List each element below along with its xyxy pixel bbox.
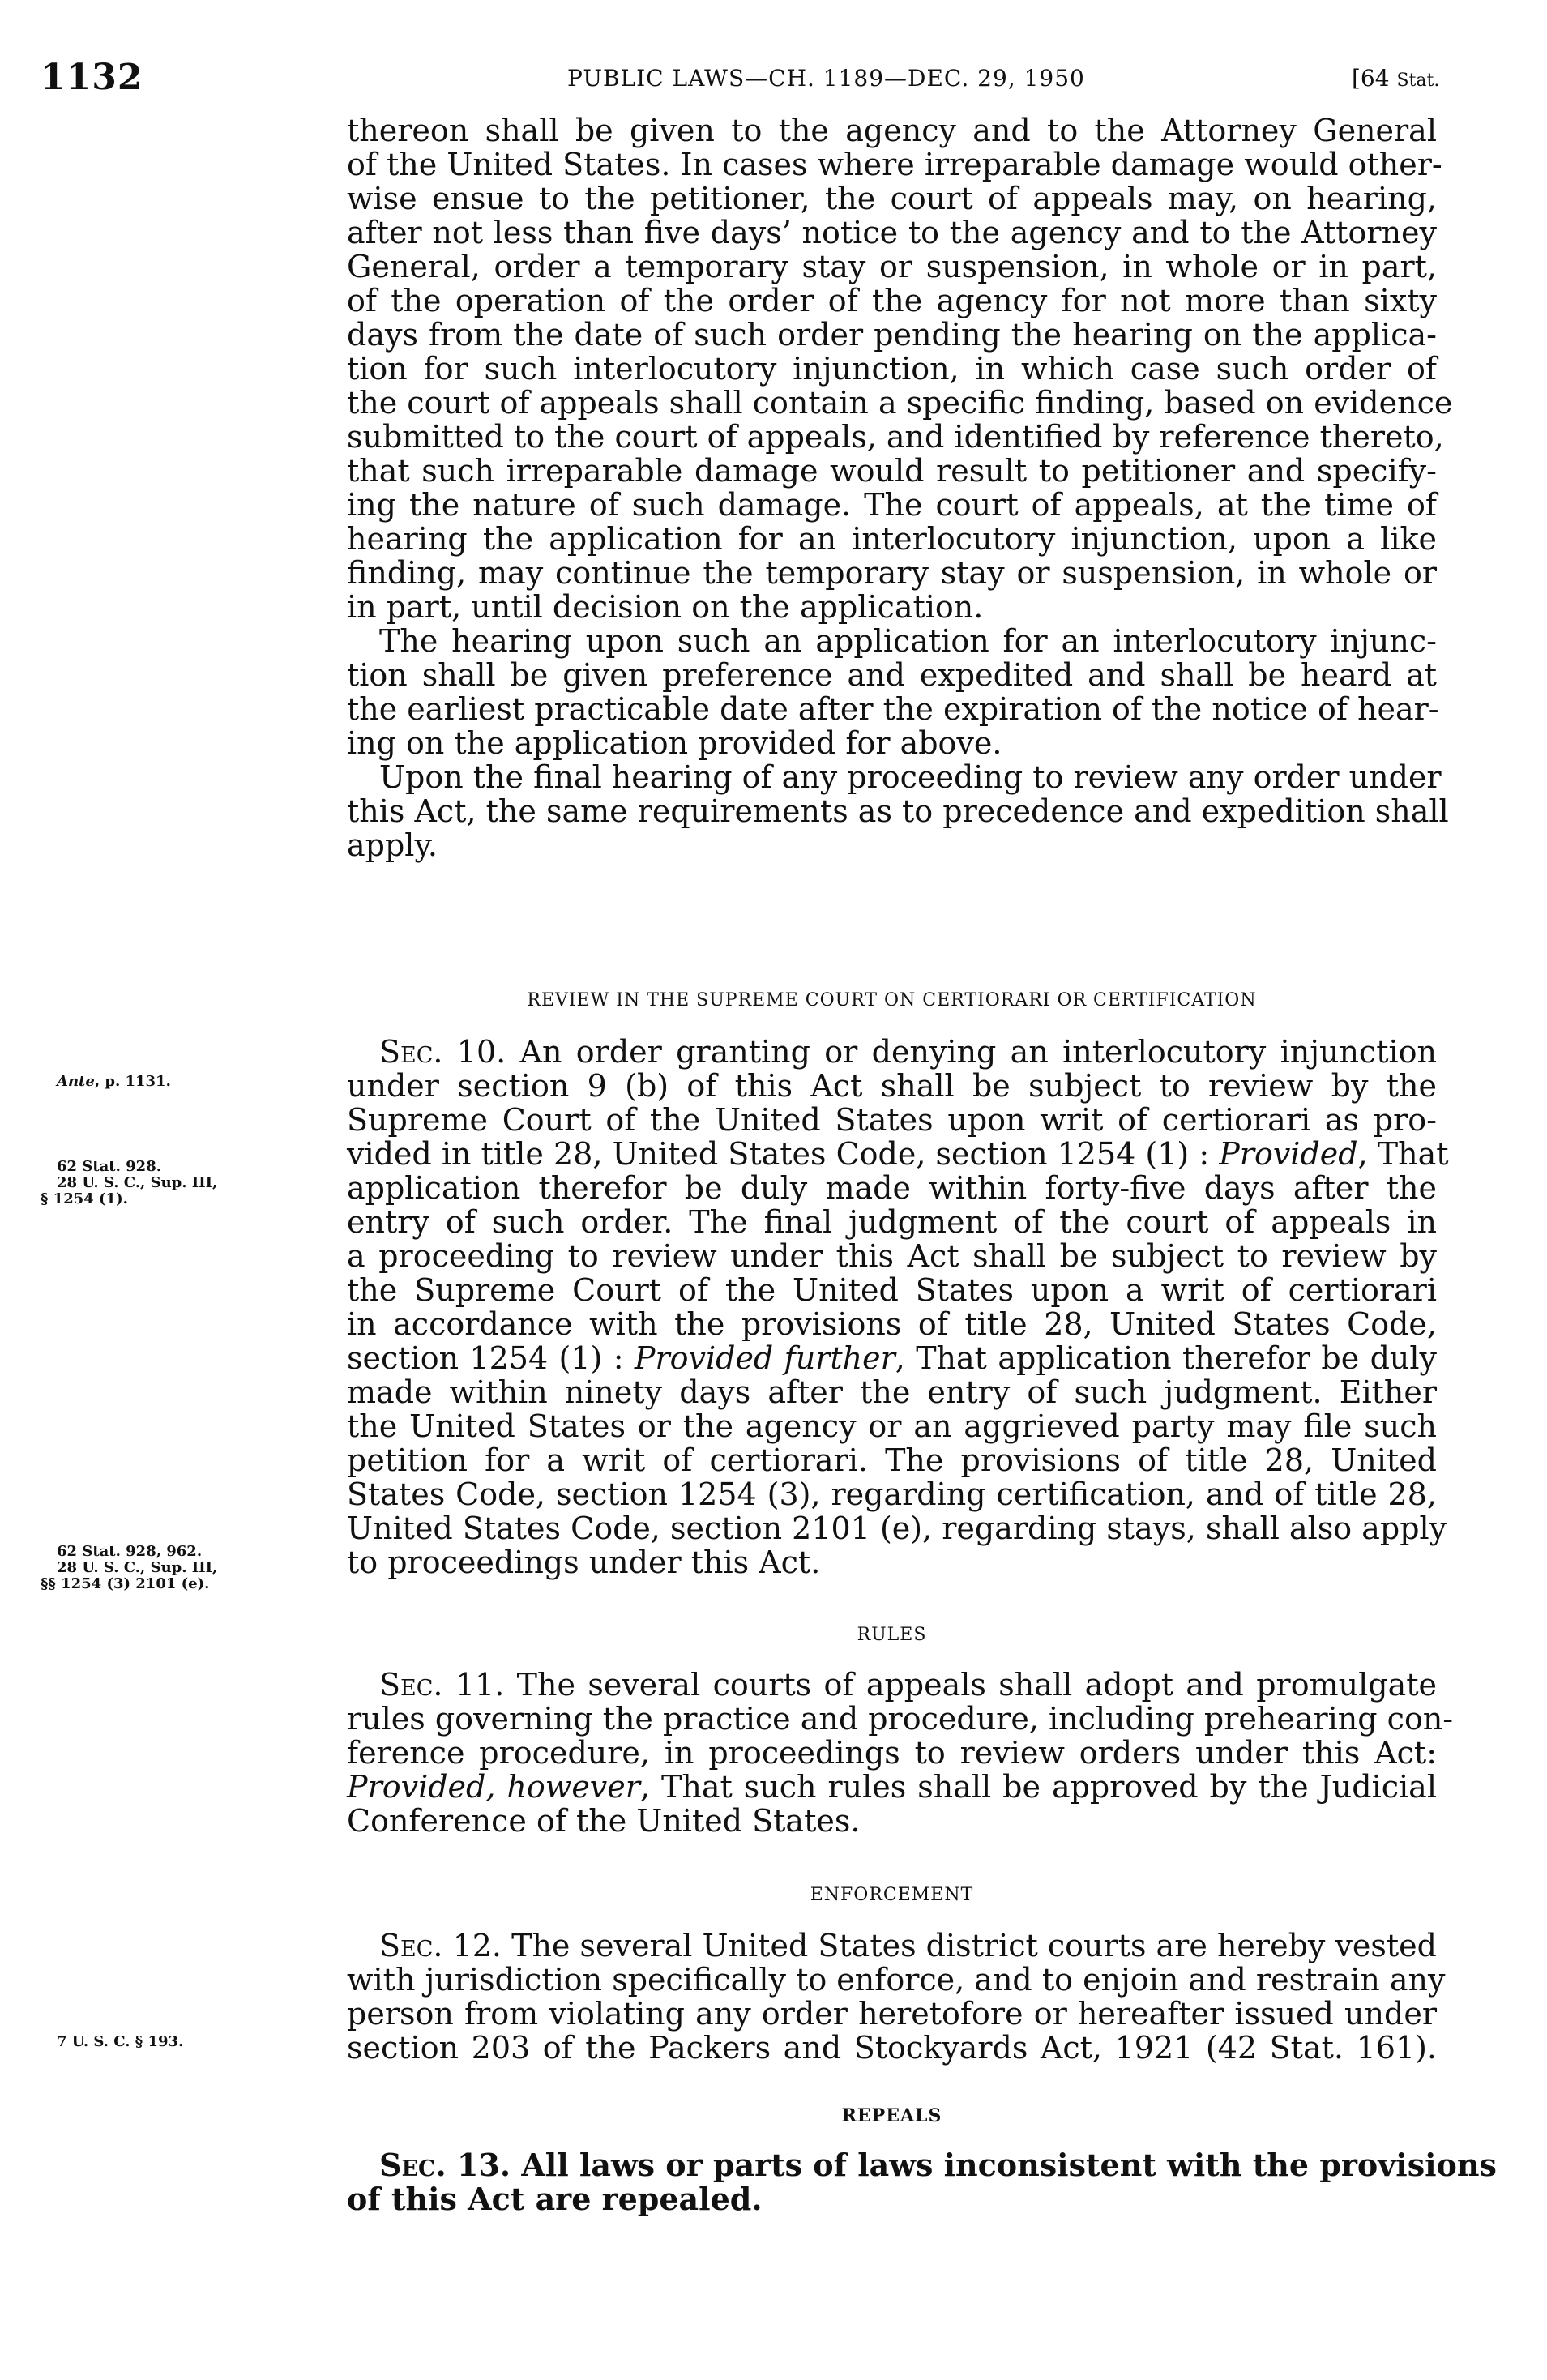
volume-reference [1352, 65, 1439, 92]
margin-note-line: 62 Stat. 928, 962. [57, 1543, 203, 1560]
italic-span: Provided [1219, 1136, 1358, 1172]
text-span: The several United States district courts are hereby vested [502, 1928, 1437, 1963]
text-line: ing the nature of such damage. The court of appeals, at the time of [347, 487, 1437, 523]
text-span: , That application therefor be duly [895, 1340, 1437, 1376]
text-line: Upon the final hearing of any proceeding to review any order under [379, 759, 1442, 795]
text-line: in part, until decision on the application. [347, 589, 984, 625]
text-line: the Supreme Court of the United States upon a writ of certiorari [347, 1272, 1437, 1308]
margin-note-line: 28 U. S. C., Sup. III, [57, 1559, 218, 1576]
margin-note-line: 62 Stat. 928. [57, 1158, 161, 1175]
margin-note-line: 7 U. S. C. § 193. [57, 2033, 184, 2050]
margin-note-line: §§ 1254 (3) 2101 (e). [41, 1575, 210, 1592]
text-line [347, 1136, 1449, 1172]
text-span: , That such rules shall be approved by the Judicial [639, 1769, 1437, 1805]
section-label: Sec. 10. [379, 1034, 506, 1070]
section-heading-review: REVIEW IN THE SUPREME COURT ON CERTIORARI OR CERTIFICATION [527, 990, 1257, 1011]
text-line: apply. [347, 827, 438, 863]
text-line: in accordance with the provisions of title 28, United States Code, [347, 1306, 1437, 1342]
text-span: , That [1357, 1136, 1449, 1172]
italic-span: Provided further [634, 1340, 895, 1376]
section-9-continuation [347, 113, 1453, 863]
text-line: that such irreparable damage would result to petitioner and specify- [347, 453, 1437, 489]
text-line: Conference of the United States. [347, 1803, 861, 1839]
section-label: Sec. 11. [379, 1667, 505, 1703]
text-line: thereon shall be given to the agency and to the Attorney General [347, 113, 1437, 148]
text-line: made within ninety days after the entry of such judgment. Either [347, 1374, 1437, 1410]
section-heading-enforcement: ENFORCEMENT [810, 1885, 974, 1905]
text-span: vided in title 28, United States Code, section 1254 (1) : [347, 1136, 1220, 1172]
section-11 [347, 1667, 1454, 1839]
text-line: application therefor be duly made within forty-five days after the [347, 1170, 1437, 1206]
margin-note-62-stat-928-962 [32, 1544, 332, 1592]
text-line: a proceeding to review under this Act shall be subject to review by [347, 1238, 1437, 1274]
text-line [347, 1770, 1437, 1804]
text-span: An order granting or denying an interlocutory injunction [506, 1034, 1437, 1070]
text-line: of the United States. In cases where irreparable damage would other- [347, 147, 1442, 182]
text-line: tion shall be given preference and expedited and shall be heard at [347, 657, 1437, 693]
volume-prefix: [64 [1352, 65, 1397, 92]
section-10 [347, 1034, 1449, 1580]
text-line: ing on the application provided for above. [347, 725, 1002, 761]
text-line: entry of such order. The final judgment of the court of appeals in [347, 1204, 1437, 1240]
text-line: the earliest practicable date after the expiration of the notice of hear- [347, 691, 1439, 727]
text-line [347, 1035, 1437, 1069]
text-line: rules governing the practice and procedure, including prehearing con- [347, 1701, 1454, 1737]
text-line: The hearing upon such an application for an interlocutory injunc- [379, 623, 1437, 659]
text-line: section 203 of the Packers and Stockyards Act, 1921 (42 Stat. 161). [347, 2030, 1437, 2066]
section-heading-repeals: REPEALS [841, 2105, 942, 2126]
text-line: tion for such interlocutory injunction, in which case such order of [347, 351, 1437, 387]
text-span: The several courts of appeals shall adopt and promulgate [504, 1667, 1437, 1703]
text-line: the court of appeals shall contain a specific finding, based on evidence [347, 385, 1453, 421]
section-label: Sec. 13. [379, 2147, 511, 2183]
text-line: with jurisdiction specifically to enforce, and to enjoin and restrain any [347, 1962, 1446, 1998]
margin-note-ante [32, 1074, 332, 1090]
text-line: submitted to the court of appeals, and identified by reference thereto, [347, 419, 1444, 455]
text-line: hearing the application for an interlocutory injunction, upon a like [347, 521, 1437, 557]
text-span: , p. 1131. [94, 1073, 171, 1090]
margin-note-line: 28 U. S. C., Sup. III, [57, 1174, 218, 1191]
section-label: Sec. 12. [379, 1928, 502, 1963]
text-line [347, 1668, 1437, 1702]
text-line: United States Code, section 2101 (e), regarding stays, shall also apply [347, 1510, 1447, 1546]
text-line: person from violating any order heretofore or hereafter issued under [347, 1996, 1437, 2032]
text-line [347, 1341, 1437, 1375]
page-number: 1132 [41, 57, 143, 98]
text-line: Supreme Court of the United States upon writ of certiorari as pro- [347, 1102, 1437, 1138]
text-line [347, 2147, 1497, 2183]
text-line [347, 1929, 1437, 1963]
text-line: ference procedure, in proceedings to review orders under this Act: [347, 1735, 1437, 1771]
text-line: under section 9 (b) of this Act shall be subject to review by the [347, 1068, 1437, 1104]
text-line: to proceedings under this Act. [347, 1545, 821, 1580]
text-line: General, order a temporary stay or suspension, in whole or in part, [347, 249, 1437, 284]
text-span: All laws or parts of laws inconsistent with the provisions [511, 2147, 1497, 2183]
text-line: wise ensue to the petitioner, the court of appeals may, on hearing, [347, 181, 1437, 216]
text-span: section 1254 (1) : [347, 1340, 635, 1376]
margin-note-line: § 1254 (1). [41, 1190, 128, 1207]
text-line: finding, may continue the temporary stay or suspension, in whole or [347, 555, 1437, 591]
margin-note-line [32, 1074, 332, 1090]
section-13 [347, 2147, 1497, 2217]
running-title: PUBLIC LAWS—CH. 1189—DEC. 29, 1950 [567, 65, 1085, 92]
italic-span: Provided, however [347, 1769, 640, 1805]
section-12 [347, 1928, 1446, 2066]
italic-span: Ante [57, 1073, 95, 1090]
margin-note-7-usc-193 [32, 2034, 332, 2050]
margin-note-62-stat-928 [32, 1159, 332, 1207]
section-heading-rules: RULES [857, 1625, 927, 1645]
text-line: this Act, the same requirements as to precedence and expedition shall [347, 793, 1449, 829]
volume-label: Stat. [1396, 71, 1440, 91]
text-line: after not less than five days’ notice to the agency and to the Attorney [347, 215, 1437, 250]
text-line: the United States or the agency or an aggrieved party may file such [347, 1408, 1437, 1444]
text-line: States Code, section 1254 (3), regarding certification, and of title 28, [347, 1476, 1437, 1512]
text-line: days from the date of such order pending the hearing on the applica- [347, 317, 1437, 353]
text-line: of the operation of the order of the agency for not more than sixty [347, 283, 1437, 318]
text-line: petition for a writ of certiorari. The provisions of title 28, United [347, 1442, 1437, 1478]
text-line: of this Act are repealed. [347, 2181, 763, 2217]
